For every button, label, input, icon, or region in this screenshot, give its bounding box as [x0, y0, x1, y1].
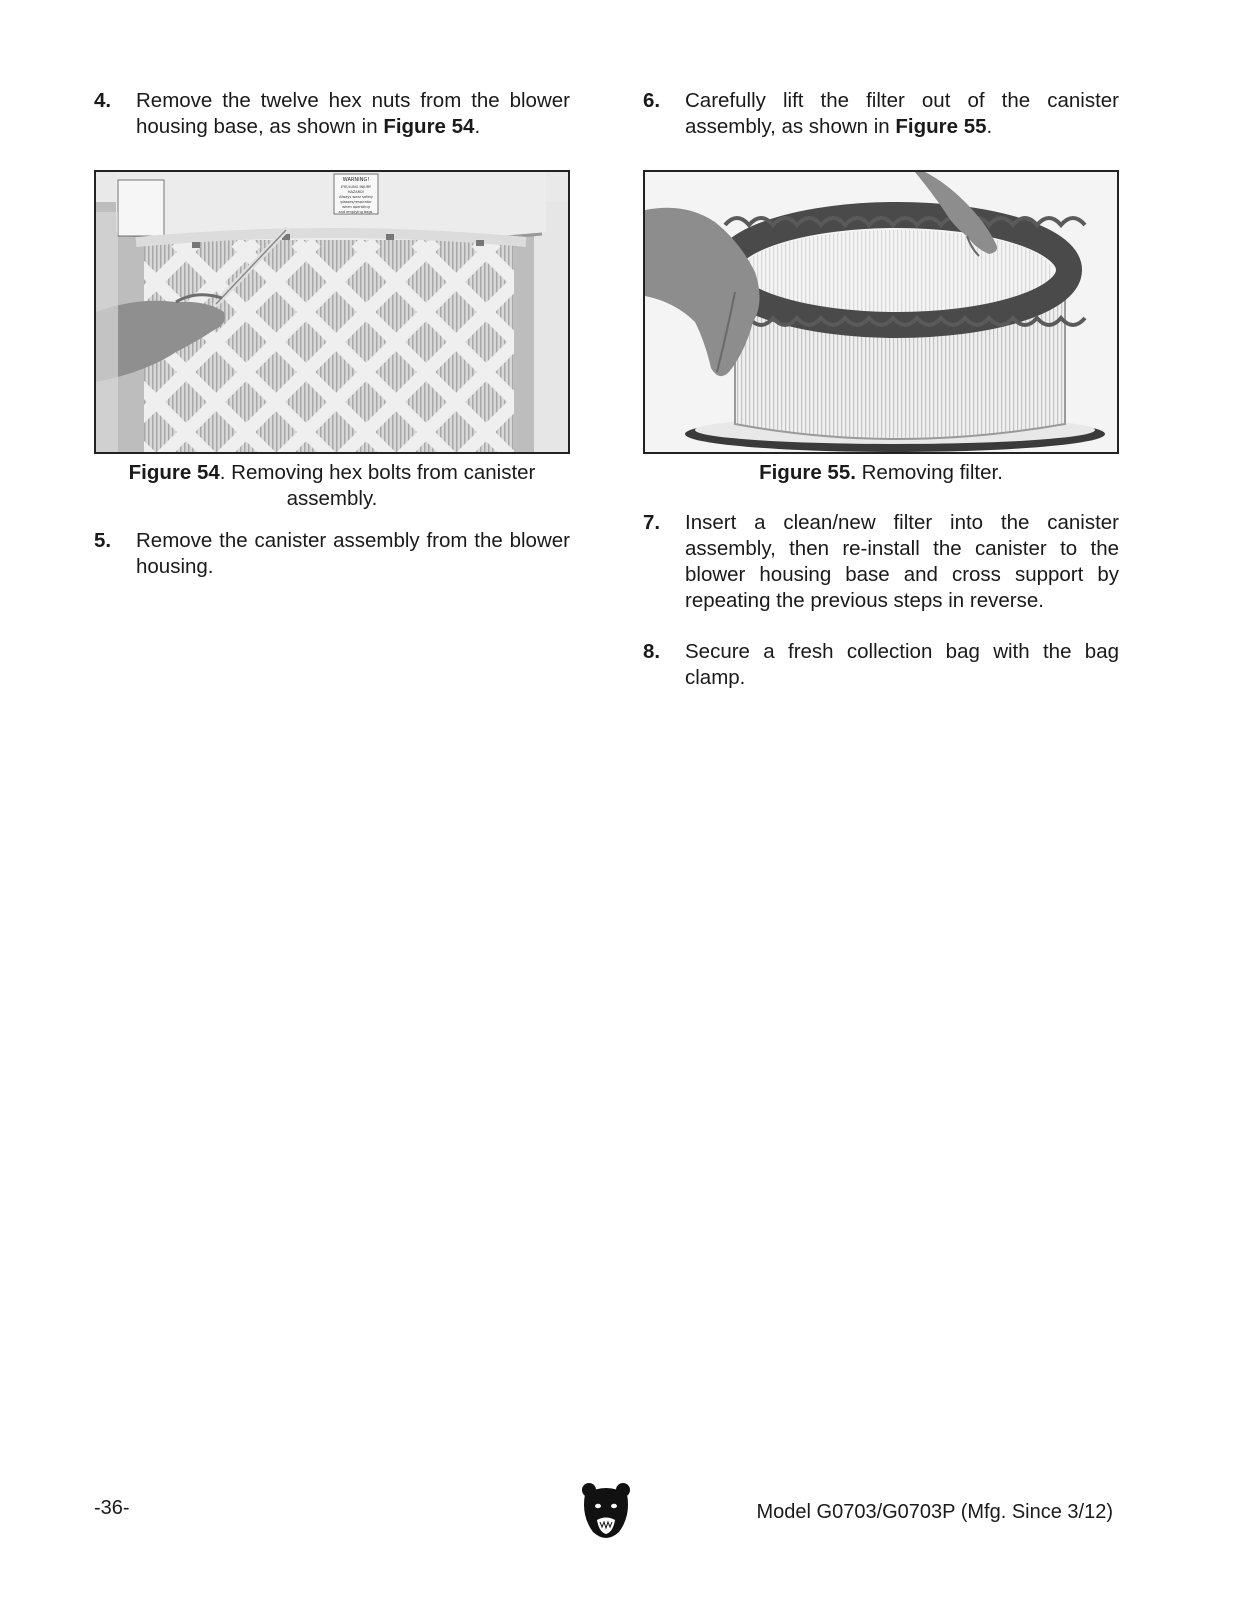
figure-reference: Figure 55: [895, 115, 987, 138]
warning-label-title: WARNING!: [342, 177, 370, 183]
filter-removal-photo: [645, 172, 1117, 452]
step-number: 7.: [643, 511, 661, 534]
step-text: Carefully lift the filter out of the canister assembly, as shown in Figure 55.: [685, 89, 1119, 138]
left-column: [94, 88, 570, 580]
figure-55-caption: Figure 55. Removing filter.: [759, 461, 1003, 484]
warning-label-line: EYE/LUNG INJURY: [340, 185, 372, 189]
step-number: 8.: [643, 640, 661, 663]
bear-logo-icon: [581, 1482, 631, 1544]
step-number: 6.: [643, 89, 661, 112]
step-number: 4.: [94, 89, 112, 112]
figure-54-photo: [94, 170, 570, 454]
figure-reference: Figure 54: [383, 115, 475, 138]
step-number: 5.: [94, 529, 112, 552]
step-7: [643, 510, 1119, 614]
warning-label-line: Always wear safety: [339, 195, 373, 199]
model-info: Model G0703/G0703P (Mfg. Since 3/12): [756, 1501, 1113, 1523]
warning-label-line: HAZARD!: [347, 190, 365, 194]
step-8: [643, 639, 1119, 691]
figure-54-caption: Figure 54. Removing hex bolts from canister assembly.: [128, 461, 536, 510]
warning-label-line: and emptying bags.: [338, 210, 374, 214]
step-5: [94, 528, 570, 580]
step-4: [94, 88, 570, 140]
step-text: Remove the canister assembly from the blower housing.: [136, 529, 570, 578]
step-text: Secure a fresh collection bag with the bag clamp.: [685, 640, 1119, 689]
step-text: Remove the twelve hex nuts from the blower housing base, as shown in Figure 54.: [136, 89, 570, 138]
canister-hex-nut-photo: [96, 172, 568, 452]
warning-label-line: glasses/respirator: [340, 200, 372, 204]
warning-label-line: when operating: [342, 205, 370, 209]
figure-55-photo: [643, 170, 1119, 454]
page-number: -36-: [94, 1497, 130, 1519]
right-column: [643, 88, 1119, 691]
step-6: [643, 88, 1119, 140]
step-text: Insert a clean/new filter into the canister assembly, then re-install the canister to the blower housing base and cross support by repeating the previous steps in reverse.: [685, 511, 1119, 612]
